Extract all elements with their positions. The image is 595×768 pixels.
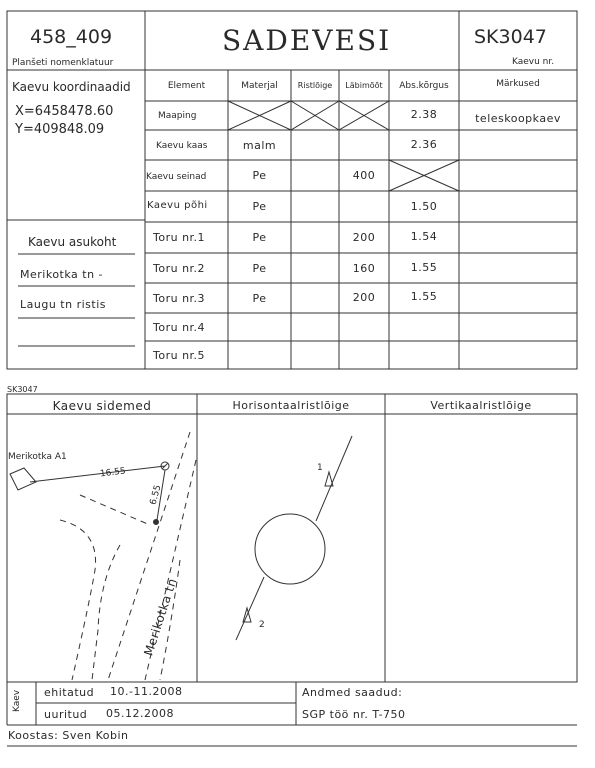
coord-y: Y=409848.09	[15, 122, 105, 137]
col-kaevu-sidemed: Kaevu sidemed	[52, 399, 152, 413]
col-header-ristloige: Ristlõige	[297, 81, 333, 90]
col-header-abs: Abs.kõrgus	[399, 81, 449, 91]
coords-label: Kaevu koordinaadid	[12, 80, 131, 94]
table-cell-element: Toru nr.4	[153, 321, 206, 334]
col-header-markused: Märkused	[496, 79, 540, 89]
col-header-labimoot: Läbimõõt	[345, 81, 383, 90]
created-date: 10.-11.2008	[110, 685, 183, 698]
sketch-dist1: 16.55	[99, 466, 127, 480]
table-cell-abs: 1.54	[410, 230, 438, 243]
col-horisontaalristloige: Horisontaalristlõige	[232, 399, 350, 412]
page-title: SADEVESI	[222, 24, 392, 57]
table-cell-labimoot: 200	[352, 291, 376, 304]
table-cell-element: Toru nr.1	[153, 231, 206, 244]
sketch-street: Merikotka tn	[141, 576, 180, 658]
table-cell-markused: teleskoopkaev	[475, 112, 561, 125]
data-source-value: SGP töö nr. T-750	[302, 708, 406, 721]
sheet-number: 458_409	[30, 26, 113, 48]
table-cell-materjal: Pe	[252, 231, 267, 244]
table-cell-materjal: Pe	[252, 292, 267, 305]
checked-label: uuritud	[44, 708, 88, 721]
table-cell-abs: 1.50	[410, 200, 438, 213]
table-cell-element: Kaevu kaas	[156, 141, 208, 151]
table-cell-abs: 2.36	[410, 138, 438, 151]
table-cell-labimoot: 160	[352, 262, 376, 275]
sheet-label: Planšeti nomenklatuur	[12, 58, 114, 68]
pipe-label-2: 2	[259, 620, 265, 630]
location-line1: Merikotka tn -	[20, 268, 104, 281]
footer-side-label: Kaev	[12, 689, 22, 712]
table-cell-labimoot: 200	[352, 231, 376, 244]
sketch-dist2: 6.55	[148, 484, 164, 506]
table-cell-element: Toru nr.5	[153, 349, 206, 362]
table-cell-abs: 1.55	[410, 290, 438, 303]
well-label: Kaevu nr.	[512, 57, 555, 67]
table-cell-element: Toru nr.2	[153, 262, 206, 275]
author: Koostas: Sven Kobin	[8, 729, 129, 742]
checked-date: 05.12.2008	[106, 707, 174, 720]
table-cell-abs: 1.55	[410, 261, 438, 274]
data-source-label: Andmed saadud:	[302, 686, 403, 699]
table-cell-labimoot: 400	[352, 169, 376, 182]
horizontal-section	[236, 436, 352, 640]
table-cell-materjal: Pe	[252, 200, 267, 213]
created-label: ehitatud	[44, 686, 95, 699]
well-id: SK3047	[474, 26, 547, 48]
location-line2: Laugu tn ristis	[20, 298, 106, 311]
table-cell-materjal: malm	[242, 139, 277, 152]
col-header-materjal: Materjal	[241, 81, 278, 91]
col-header-element: Element	[167, 81, 206, 91]
coord-x: X=6458478.60	[15, 104, 114, 119]
table-cell-abs: 2.38	[410, 108, 438, 121]
lower-section-label: SK3047	[7, 385, 38, 394]
table-cell-materjal: Pe	[252, 262, 267, 275]
table-cell-element: Kaevu seinad	[146, 172, 207, 182]
pipe-label-1: 1	[317, 463, 323, 473]
table-cell-element: Maaping	[158, 111, 197, 121]
table-cell-materjal: Pe	[252, 169, 267, 182]
table-cell-element: Toru nr.3	[153, 292, 206, 305]
col-vertikaalristloige: Vertikaalristlõige	[430, 399, 532, 412]
location-label: Kaevu asukoht	[28, 235, 117, 249]
table-cell-element: Kaevu põhi	[147, 200, 208, 211]
sketch-landmark: Merikotka A1	[8, 452, 67, 462]
